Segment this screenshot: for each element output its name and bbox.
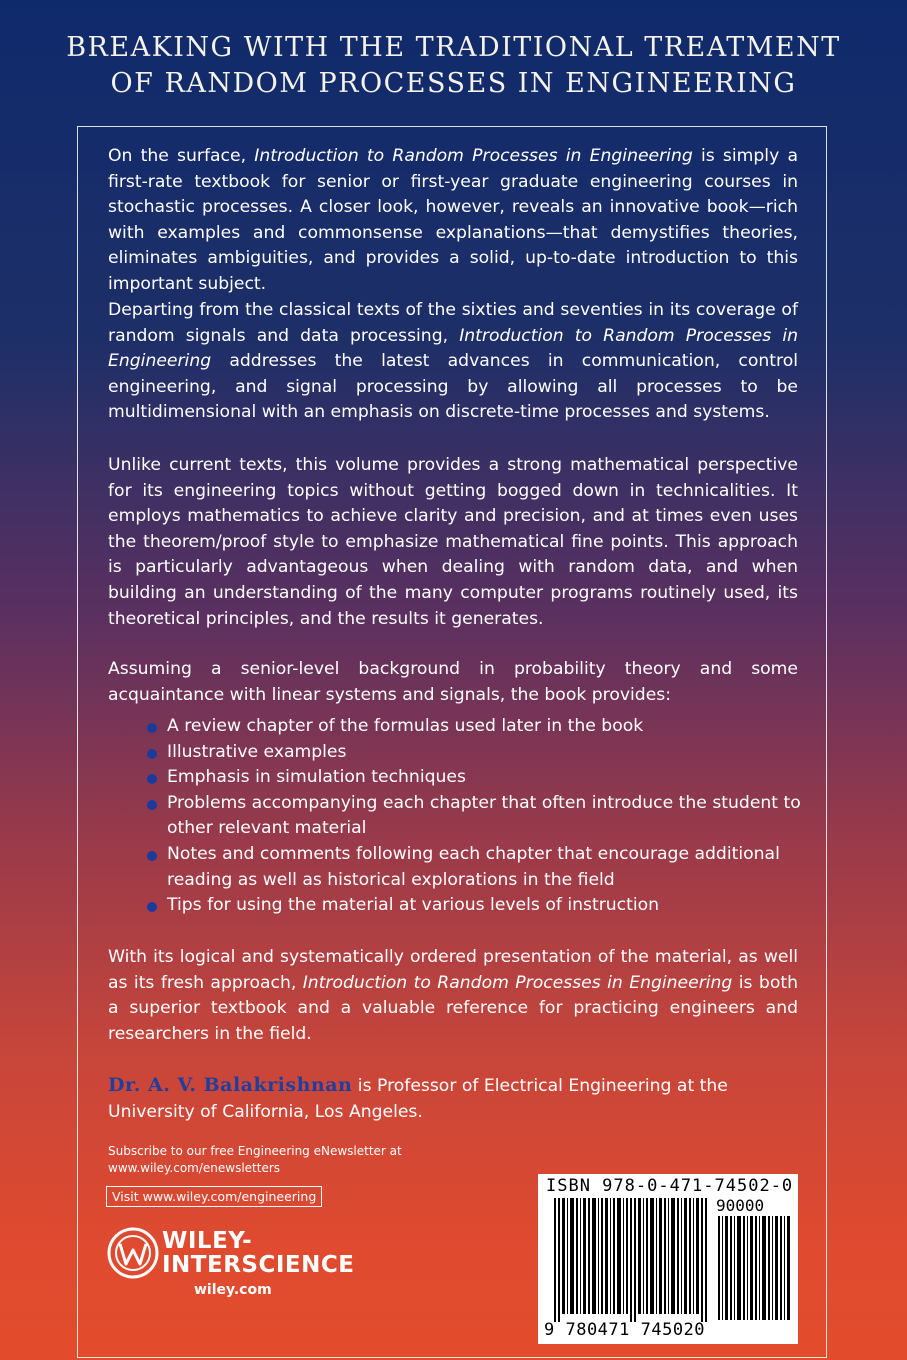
price-code: 90000 bbox=[716, 1196, 765, 1215]
p5-book-title: Introduction to Random Processes in Engineering bbox=[302, 972, 733, 993]
paragraph-2 bbox=[108, 298, 798, 426]
p5-text-end: is both a superior textbook and a valuable reference for practicing engineers and researchers in the field. bbox=[108, 972, 798, 1044]
p5-text-start: With its logical and systematically ordered presentation of the material, as well as its fresh approach, bbox=[108, 947, 798, 993]
bullet-dot-icon bbox=[147, 851, 157, 861]
list-item: Problems accompanying each chapter that often introduce the student to other relevant material bbox=[145, 791, 805, 842]
list-item: A review chapter of the formulas used later in the book bbox=[145, 714, 805, 740]
newsletter-note bbox=[108, 1143, 402, 1177]
price-barcode-bars bbox=[718, 1216, 790, 1320]
bullet-dot-icon bbox=[147, 749, 157, 759]
bullet-dot-icon bbox=[147, 902, 157, 912]
p1-book-title: Introduction to Random Processes in Engineering bbox=[254, 146, 693, 166]
bullet-dot-icon bbox=[147, 800, 157, 810]
ean-barcode-bars bbox=[554, 1198, 710, 1322]
visit-link-box[interactable]: Visit www.wiley.com/engineering bbox=[106, 1186, 322, 1207]
p2-book-title: Introduction to Random Processes in Engineering bbox=[108, 325, 798, 372]
feature-list bbox=[145, 714, 805, 919]
wiley-interscience-logo bbox=[106, 1226, 406, 1336]
list-item: Illustrative examples bbox=[145, 740, 805, 766]
list-item: Notes and comments following each chapter that encourage additional reading as well as historical explorations in the field bbox=[145, 842, 805, 893]
p1-text-start: On the surface, bbox=[108, 146, 255, 166]
wiley-logo-icon bbox=[106, 1226, 160, 1280]
ean-digits: 9 780471 745020 bbox=[544, 1320, 706, 1340]
paragraph-5 bbox=[108, 945, 798, 1047]
author-name: Dr. A. V. Balakrishnan bbox=[108, 1074, 353, 1096]
paragraph-3: Unlike current texts, this volume provides a strong mathematical perspective for its engineering topics without getting bogged down in technicalities. It employs mathematics to achieve clarity and precision, and at times even uses the theorem/proof style to emphasize mathematical fine points. This approach is particularly advantageous when dealing with random data, and when building an understanding of the many computer programs routinely used, its theoretical principles, and the results it generates. bbox=[108, 455, 798, 629]
p1-text-end: is simply a first-rate textbook for senior or first-year graduate engineering courses in stochastic processes. A closer look, however, reveals an innovative book—rich with examples and commonsense explanations—that demystifies theories, eliminates ambiguities, and provides a solid, up-to-date introduction to this important subject. bbox=[108, 146, 798, 294]
isbn-number: ISBN 978-0-471-74502-0 bbox=[546, 1176, 794, 1196]
headline-line-1: BREAKING WITH THE TRADITIONAL TREATMENT bbox=[66, 32, 841, 63]
list-item: Tips for using the material at various levels of instruction bbox=[145, 893, 805, 919]
author-bio bbox=[108, 1072, 808, 1125]
p2-text-end: addresses the latest advances in communication, control engineering, and signal processing by allowing all processes to be multidimensional with an emphasis on discrete-time processes and systems. bbox=[108, 351, 798, 423]
bullet-dot-icon bbox=[147, 723, 157, 733]
author-bio-text: is Professor of Electrical Engineering at the University of California, Los Angeles. bbox=[108, 1076, 728, 1122]
paragraph-4: Assuming a senior-level background in probability theory and some acquaintance with linear systems and signals, the book provides: bbox=[108, 659, 798, 705]
newsletter-link[interactable]: www.wiley.com/enewsletters bbox=[108, 1161, 281, 1175]
logo-wiley-text: WILEY- bbox=[162, 1228, 253, 1254]
isbn-barcode bbox=[538, 1174, 798, 1344]
p2-text-start: Departing from the classical texts of the sixties and seventies in its coverage of random signals and data processing, bbox=[108, 300, 798, 346]
logo-interscience-text: INTERSCIENCE bbox=[162, 1252, 355, 1278]
list-item: Emphasis in simulation techniques bbox=[145, 765, 805, 791]
newsletter-line-1: Subscribe to our free Engineering eNewsletter at bbox=[108, 1144, 402, 1158]
headline-line-2: OF RANDOM PROCESSES IN ENGINEERING bbox=[110, 68, 797, 99]
logo-url[interactable]: wiley.com bbox=[194, 1282, 272, 1298]
bullet-dot-icon bbox=[147, 774, 157, 784]
back-cover-headline bbox=[0, 30, 907, 102]
paragraph-1 bbox=[108, 144, 798, 298]
